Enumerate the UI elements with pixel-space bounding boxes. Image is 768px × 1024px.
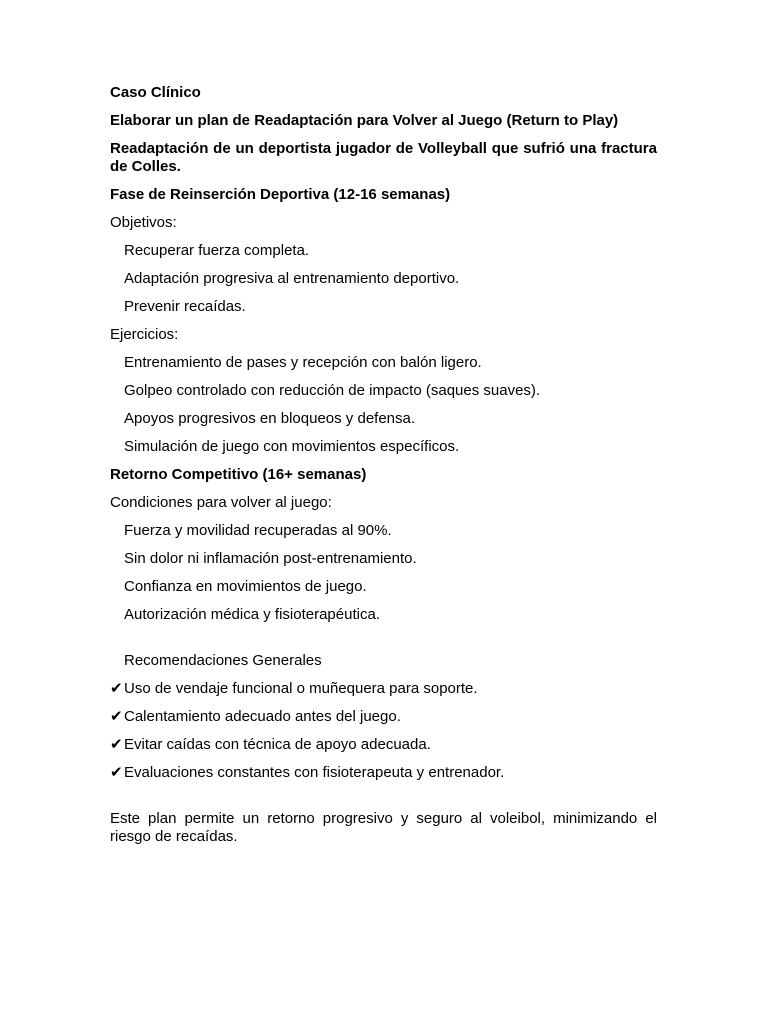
recommendations-title: Recomendaciones Generales xyxy=(124,652,322,669)
condition-item: Fuerza y movilidad recuperadas al 90%. xyxy=(124,522,392,539)
task-title: Elaborar un plan de Readaptación para Volver al Juego (Return to Play) xyxy=(110,112,619,129)
exercise-item: Apoyos progresivos en bloqueos y defensa. xyxy=(124,410,416,427)
check-icon: ✔ xyxy=(110,736,123,753)
objectives-label: Objetivos: xyxy=(110,214,177,231)
conditions-label: Condiciones para volver al juego: xyxy=(110,494,332,511)
case-description: Readaptación de un deportista jugador de Volleyball que sufrió una fractura de Colles. xyxy=(110,140,657,175)
exercise-item: Simulación de juego con movimientos específicos. xyxy=(124,438,460,455)
document-heading: Caso Clínico xyxy=(110,84,201,101)
exercise-item: Entrenamiento de pases y recepción con balón ligero. xyxy=(124,354,482,371)
exercise-item: Golpeo controlado con reducción de impacto (saques suaves). xyxy=(124,382,541,399)
document-page xyxy=(110,84,657,856)
condition-item: Sin dolor ni inflamación post-entrenamiento. xyxy=(124,550,417,567)
exercises-label: Ejercicios: xyxy=(110,326,179,343)
objective-item: Recuperar fuerza completa. xyxy=(124,242,310,259)
phase1-title: Fase de Reinserción Deportiva (12-16 semanas) xyxy=(110,186,451,203)
objective-item: Prevenir recaídas. xyxy=(124,298,246,315)
condition-item: Confianza en movimientos de juego. xyxy=(124,578,367,595)
check-icon: ✔ xyxy=(110,708,123,725)
recommendation-item: ✔Evitar caídas con técnica de apoyo adecuada. xyxy=(110,736,431,753)
check-icon: ✔ xyxy=(110,764,123,781)
objective-item: Adaptación progresiva al entrenamiento deportivo. xyxy=(124,270,460,287)
recommendation-item: ✔Uso de vendaje funcional o muñequera para soporte. xyxy=(110,680,478,697)
condition-item: Autorización médica y fisioterapéutica. xyxy=(124,606,380,623)
check-icon: ✔ xyxy=(110,680,123,697)
spacer xyxy=(110,634,657,652)
recommendation-item: ✔Evaluaciones constantes con fisioterapeuta y entrenador. xyxy=(110,764,505,781)
spacer xyxy=(110,792,657,810)
conclusion-paragraph: Este plan permite un retorno progresivo y seguro al voleibol, minimizando el riesgo de recaídas. xyxy=(110,810,657,845)
recommendation-item: ✔Calentamiento adecuado antes del juego. xyxy=(110,708,401,725)
phase2-title: Retorno Competitivo (16+ semanas) xyxy=(110,466,367,483)
